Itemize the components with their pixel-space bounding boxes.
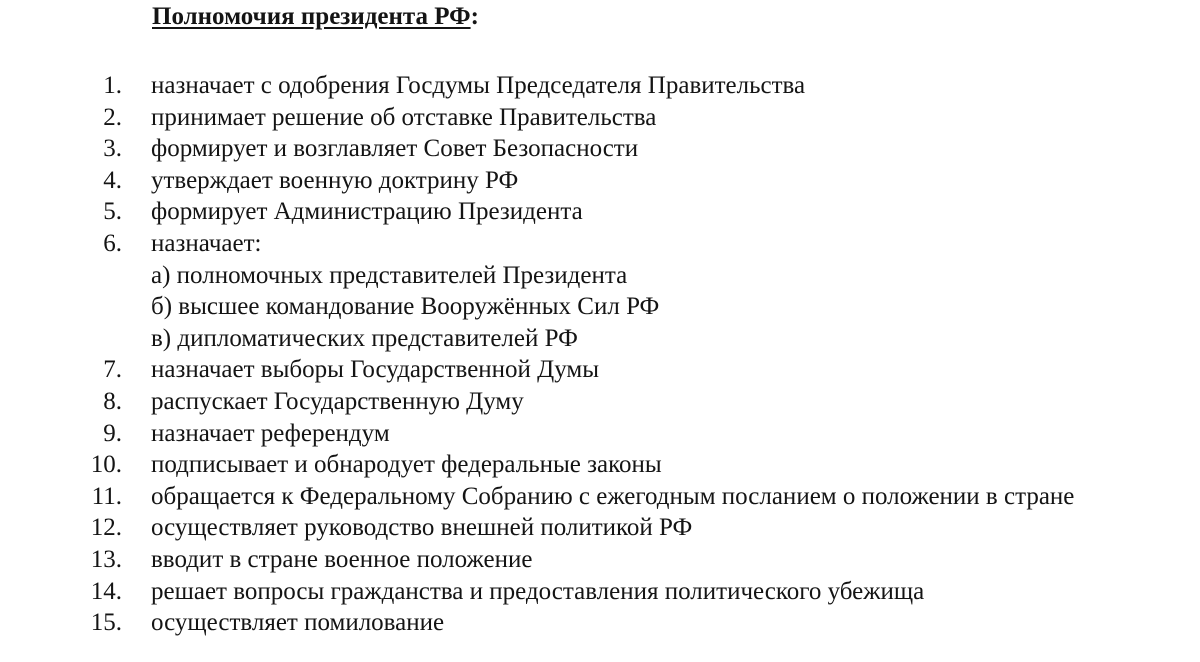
item-number: 13. <box>90 545 122 573</box>
item-number: 2. <box>103 103 122 131</box>
list-item <box>0 70 1200 102</box>
item-text: решает вопросы гражданства и предоставления политического убежища <box>151 577 925 605</box>
list-item <box>0 165 1200 197</box>
item-number: 4. <box>103 166 122 194</box>
item-number: 1. <box>103 72 122 99</box>
title-text: Полномочия президента РФ <box>152 3 471 30</box>
item-text: формирует Администрацию Президента <box>151 198 583 226</box>
list-item <box>0 576 1200 608</box>
sub-item-text: а) полномочных представителей Президента <box>151 261 628 289</box>
sub-list-item <box>0 291 1200 323</box>
sub-item-text: в) дипломатических представителей РФ <box>151 324 578 352</box>
item-number: 7. <box>103 356 122 384</box>
list-item <box>0 386 1200 418</box>
list-item <box>0 196 1200 228</box>
list-item <box>0 354 1200 386</box>
item-text: распускает Государственную Думу <box>151 387 524 415</box>
item-text: утверждает военную доктрину РФ <box>151 166 519 194</box>
list-item <box>0 512 1200 544</box>
item-number: 14. <box>90 577 122 605</box>
sub-item-text: б) высшее командование Вооружённых Сил РФ <box>151 293 660 321</box>
item-number: 10. <box>90 451 122 479</box>
list-item <box>0 481 1200 513</box>
list-item <box>0 418 1200 450</box>
sub-list-item <box>0 323 1200 355</box>
list-item <box>0 449 1200 481</box>
list-item <box>0 102 1200 134</box>
list-item <box>0 133 1200 165</box>
powers-list <box>0 70 1200 639</box>
item-number: 11. <box>91 482 122 510</box>
list-item <box>0 228 1200 260</box>
list-item <box>0 544 1200 576</box>
item-text: осуществляет руководство внешней политикой РФ <box>151 514 693 542</box>
list-item <box>0 607 1200 639</box>
item-text: обращается к Федеральному Собранию с ежегодным посланием о положении в стране <box>151 482 1075 510</box>
item-text: назначает с одобрения Госдумы Председателя Правительства <box>151 72 806 99</box>
sub-list-item <box>0 260 1200 292</box>
item-text: осуществляет помилование <box>151 609 445 637</box>
item-text: принимает решение об отставке Правительства <box>151 103 657 131</box>
document-title <box>152 2 479 32</box>
item-text: вводит в стране военное положение <box>151 545 533 573</box>
item-number: 3. <box>103 135 122 163</box>
item-text: назначает выборы Государственной Думы <box>151 356 600 384</box>
item-text: назначает референдум <box>151 419 390 447</box>
item-text: назначает: <box>151 229 262 257</box>
item-number: 9. <box>103 419 122 447</box>
item-number: 6. <box>103 229 122 257</box>
item-number: 15. <box>90 609 122 637</box>
item-text: подписывает и обнародует федеральные законы <box>151 451 662 479</box>
item-number: 5. <box>103 198 122 226</box>
item-number: 8. <box>103 387 122 415</box>
item-number: 12. <box>90 514 122 542</box>
item-text: формирует и возглавляет Совет Безопасности <box>151 135 639 163</box>
title-colon: : <box>470 3 479 30</box>
